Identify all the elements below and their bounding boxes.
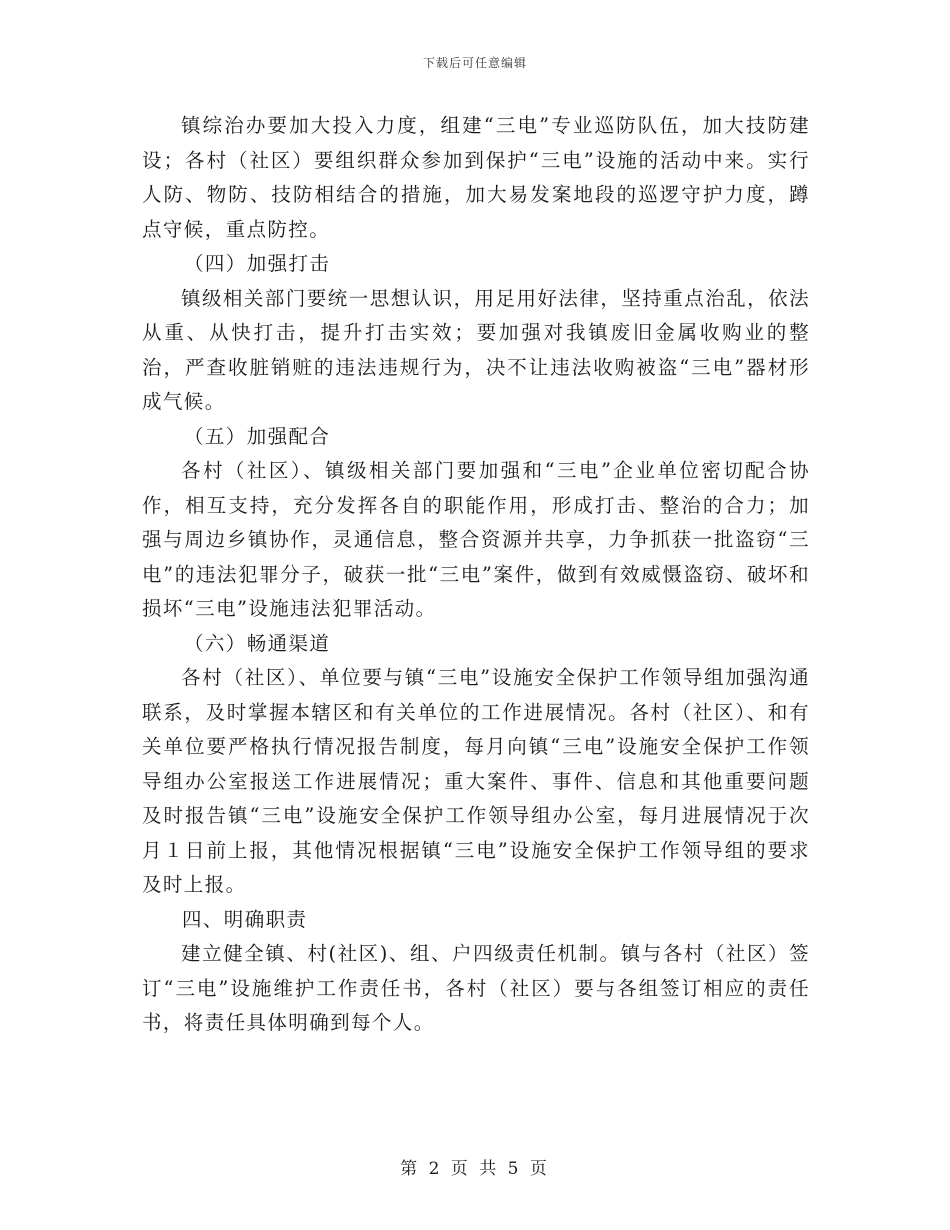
paragraph-defense: 镇综治办要加大投入力度，组建“三电”专业巡防队伍，加大技防建设；各村（社区）要组织群众参加到保护“三电”设施的活动中来。实行人防、物防、技防相结合的措施，加大易发案地段的巡逻守护力度，蹲点守候，重点防控。 bbox=[142, 114, 810, 241]
section-heading-cooperation: （五）加强配合 bbox=[184, 424, 331, 448]
paragraph-responsibilities: 建立健全镇、村(社区)、组、户四级责任机制。镇与各村（社区）签订“三电”设施维护工作责任书，各村（社区）要与各组签订相应的责任书，将责任具体明确到每个人。 bbox=[142, 942, 810, 1034]
section-heading-responsibilities: 四、明确职责 bbox=[182, 907, 308, 931]
paragraph-cooperation: 各村（社区）、镇级相关部门要加强和“三电”企业单位密切配合协作，相互支持，充分发挥各自的职能作用，形成打击、整治的合力；加强与周边乡镇协作，灵通信息，整合资源并共享，力争抓获一批盗窃“三电”的违法犯罪分子，破获一批“三电”案件，做到有效威慑盗窃、破坏和损坏“三电”设施违法犯罪活动。 bbox=[142, 459, 810, 620]
paragraph-crackdown: 镇级相关部门要统一思想认识，用足用好法律，坚持重点治乱，依法从重、从快打击，提升打击实效；要加强对我镇废旧金属收购业的整治，严查收脏销赃的违法违规行为，决不让违法收购被盗“三电”器材形成气候。 bbox=[142, 286, 810, 413]
section-heading-channels: （六）畅通渠道 bbox=[184, 631, 331, 655]
section-heading-crackdown: （四）加强打击 bbox=[184, 252, 331, 275]
header-note: 下载后可任意编辑 bbox=[422, 56, 527, 70]
page-number: 第 2 页 共 5 页 bbox=[400, 1159, 550, 1179]
document-body bbox=[142, 109, 810, 1041]
paragraph-channels: 各村（社区）、单位要与镇“三电”设施安全保护工作领导组加强沟通联系，及时掌握本辖区和有关单位的工作进展情况。各村（社区）、和有关单位要严格执行情况报告制度，每月向镇“三电”设施安全保护工作领导组办公室报送工作进展情况；重大案件、事件、信息和其他重要问题及时报告镇“三电”设施安全保护工作领导组办公室，每月进展情况于次月１日前上报，其他情况根据镇“三电”设施安全保护工作领导组的要求及时上报。 bbox=[142, 666, 810, 896]
